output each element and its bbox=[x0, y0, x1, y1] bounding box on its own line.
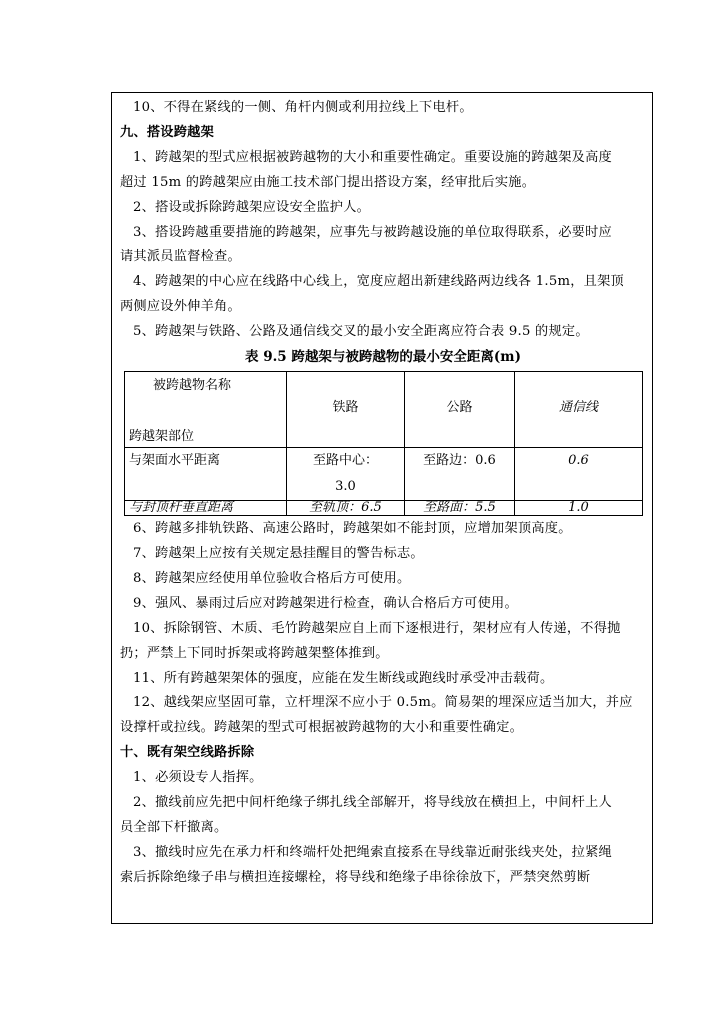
table-row bbox=[125, 501, 643, 516]
paragraph: 3、搭设跨越重要措施的跨越架，应事先与被跨越设施的单位取得联系，必要时应 bbox=[133, 224, 612, 240]
paragraph: 2、撤线前应先把中间杆绝缘子绑扎线全部解开，将导线放在横担上，中间杆上人 bbox=[133, 795, 612, 811]
paragraph: 9、强风、暴雨过后应对跨越架进行检查，确认合格后方可使用。 bbox=[133, 595, 518, 611]
document-frame bbox=[111, 92, 653, 924]
paragraph: 1、跨越架的型式应根据被跨越物的大小和重要性确定。重要设施的跨越架及高度 bbox=[133, 149, 612, 165]
paragraph: 索后拆除绝缘子串与横担连接螺栓，将导线和绝缘子串徐徐放下，严禁突然剪断 bbox=[120, 869, 591, 885]
cell-railway-line2: 3.0 bbox=[335, 479, 356, 495]
paragraph: 两侧应设外伸羊角。 bbox=[120, 299, 241, 315]
paragraph: 11、所有跨越架架体的强度，应能在发生断线或跑线时承受冲击载荷。 bbox=[133, 670, 554, 686]
paragraph: 10、拆除钢管、木质、毛竹跨越架应自上而下逐根进行，架材应有人传递，不得抛 bbox=[133, 620, 621, 636]
distance-table bbox=[124, 371, 643, 516]
paragraph: 设撑杆或拉线。跨越架的型式可根据被跨越物的大小和重要性确定。 bbox=[120, 720, 524, 736]
row-label: 与架面水平距离 bbox=[125, 448, 287, 501]
header-road: 公路 bbox=[405, 372, 515, 448]
section-heading-9: 九、搭设跨越架 bbox=[120, 124, 215, 140]
header-railway: 铁路 bbox=[287, 372, 405, 448]
paragraph: 员全部下杆撤离。 bbox=[120, 819, 228, 835]
diagonal-header-cell bbox=[125, 372, 287, 448]
table-row bbox=[125, 448, 643, 501]
document-body bbox=[120, 96, 646, 891]
cell-road: 至路边：0.6 bbox=[405, 448, 515, 501]
cell-comm: 1.0 bbox=[515, 501, 643, 516]
section-heading-10: 十、既有架空线路拆除 bbox=[120, 745, 255, 761]
paragraph: 7、跨越架上应按有关规定悬挂醒目的警告标志。 bbox=[133, 545, 424, 561]
paragraph: 12、越线架应坚固可靠，立杆埋深不应小于 0.5m。简易架的埋深应适当加大，并应 bbox=[133, 695, 633, 711]
cell-road: 至路面：5.5 bbox=[405, 501, 515, 516]
paragraph: 5、跨越架与铁路、公路及通信线交叉的最小安全距离应符合表 9.5 的规定。 bbox=[133, 324, 589, 340]
paragraph: 8、跨越架应经使用单位验收合格后方可使用。 bbox=[133, 570, 411, 586]
cell-comm: 0.6 bbox=[515, 448, 643, 501]
paragraph: 超过 15m 的跨越架应由施工技术部门提出搭设方案，经审批后实施。 bbox=[120, 174, 536, 190]
cell-railway bbox=[287, 448, 405, 501]
header-object-name: 被跨越物名称 bbox=[153, 378, 232, 394]
table-caption: 表 9.5 跨越架与被跨越物的最小安全距离(m) bbox=[245, 349, 521, 366]
table-header-row bbox=[125, 372, 643, 448]
paragraph: 10、不得在紧线的一侧、角杆内侧或利用拉线上下电杆。 bbox=[133, 100, 473, 115]
header-frame-part: 跨越架部位 bbox=[129, 429, 195, 445]
paragraph: 1、必须设专人指挥。 bbox=[133, 770, 263, 786]
header-comm-line: 通信线 bbox=[515, 372, 643, 448]
paragraph: 3、撤线时应先在承力杆和终端杆处把绳索直接系在导线靠近耐张线夹处，拉紧绳 bbox=[133, 844, 612, 860]
paragraph: 6、跨越多排轨铁路、高速公路时，跨越架如不能封顶，应增加架顶高度。 bbox=[133, 521, 572, 537]
paragraph: 请其派员监督检查。 bbox=[120, 249, 241, 265]
cell-railway-line1: 至路中心： bbox=[312, 453, 378, 469]
paragraph: 扔；严禁上下同时拆架或将跨越架整体推到。 bbox=[120, 645, 389, 661]
cell-railway: 至轨顶：6.5 bbox=[287, 501, 405, 516]
row-label: 与封顶杆垂直距离 bbox=[125, 501, 287, 516]
paragraph: 4、跨越架的中心应在线路中心线上，宽度应超出新建线路两边线各 1.5m，且架顶 bbox=[133, 274, 624, 290]
paragraph: 2、搭设或拆除跨越架应设安全监护人。 bbox=[133, 199, 371, 215]
